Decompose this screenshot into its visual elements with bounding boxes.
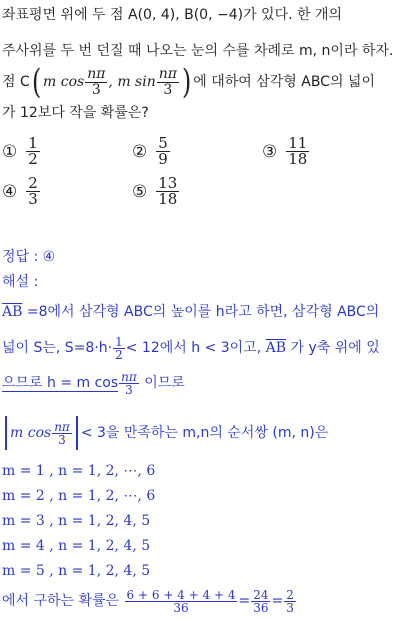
npi-over-3-a: $\frac{n\pi}{3}$ [87, 65, 106, 98]
fraction-2-3: $\frac{2}{3}$ [286, 587, 294, 615]
final-probability: 에서 구하는 확률은 $\frac{6 + 6 + 4 + 4 + 4}{36}$ = $\frac{24}{36}$ = $\frac{2}{3}$ [2, 587, 294, 615]
solution-line-2: 넓이 S는, S=8·h· $\frac{1}{2}$ < 12에서 h < 3이고, $\overline{AB}$ 가 y축 위에 있 [2, 334, 380, 362]
choice-5[interactable]: ⑤ $\frac{13}{18}$ [132, 174, 178, 208]
choice-1[interactable]: ① $\frac{1}{2}$ [2, 134, 38, 168]
problem-line-1: 좌표평면 위에 두 점 A(0, 4), B(0, −4)가 있다. 한 개의 [2, 7, 343, 23]
choice-3[interactable]: ③ $\frac{11}{18}$ [262, 134, 308, 168]
answer-label: 정답 : ④ [2, 249, 56, 265]
pair-row-3: m = 3 , n = 1, 2, 4, 5 [2, 513, 151, 529]
m-cos: m cos [43, 74, 85, 90]
pair-row-2: m = 2 , n = 1, 2, ⋯, 6 [2, 488, 156, 504]
problem-line-3 [2, 62, 375, 102]
npi-over-3-b: $\frac{n\pi}{3}$ [158, 65, 177, 98]
pair-row-4: m = 4 , n = 1, 2, 4, 5 [2, 538, 151, 554]
abs-bar-left [5, 416, 7, 450]
abs-bar-right [76, 416, 78, 450]
pair-row-5: m = 5 , n = 1, 2, 4, 5 [2, 563, 151, 579]
fraction-24-36: $\frac{24}{36}$ [253, 587, 269, 615]
solution-line-1: $\overline{AB} =8$에서 삼각형 ABC의 높이를 h라고 하면, 삼각형 ABC의 [2, 304, 380, 320]
solution-line-4: m cos $\frac{n\pi}{3}$ < 3을 만족하는 m,n의 순서쌍 (m, n)은 [2, 415, 328, 451]
solution-heading: 해설 : [2, 274, 39, 290]
point-c-label: 점 C [2, 74, 30, 90]
problem-line-2: 주사위를 두 번 던질 때 나오는 눈의 수를 차례로 m, n이라 하자. [2, 43, 394, 59]
segment-ab: $\overline{AB}$ [2, 304, 23, 320]
pair-row-1: m = 1 , n = 1, 2, ⋯, 6 [2, 463, 156, 479]
m-sin: , m sin [108, 74, 156, 90]
choice-2[interactable]: ② $\frac{5}{9}$ [132, 134, 168, 168]
problem-line-4: 가 12보다 작을 확률은? [2, 105, 149, 121]
right-paren: ) [181, 62, 192, 102]
segment-ab-2: $\overline{AB}$ [265, 340, 287, 356]
left-paren: ( [31, 62, 42, 102]
sum-fraction: $\frac{6 + 6 + 4 + 4 + 4}{36}$ [126, 587, 236, 615]
problem-line-3-suffix: 에 대하여 삼각형 ABC의 넓이 [193, 74, 375, 90]
choice-4[interactable]: ④ $\frac{2}{3}$ [2, 174, 38, 208]
solution-line-3: 으므로 h = m cos $\frac{n\pi}{3}$ 이므로 [2, 369, 185, 397]
